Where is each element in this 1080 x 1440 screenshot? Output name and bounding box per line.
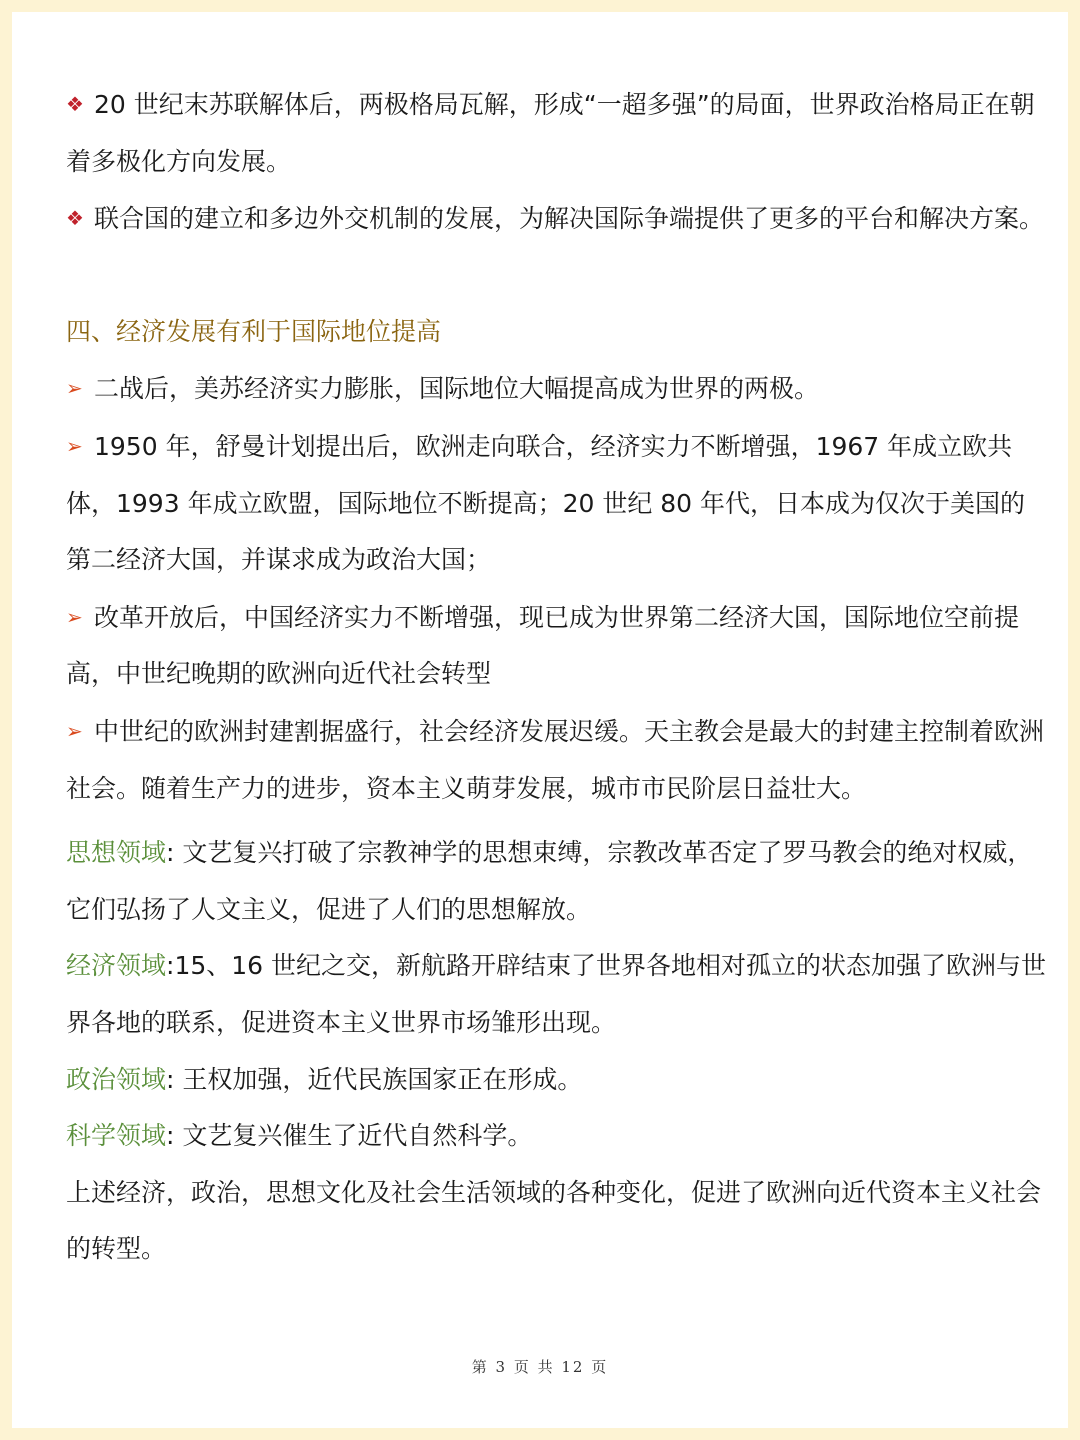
bullet-paragraph (66, 703, 1046, 817)
arrow-bullet-icon: ➢ (66, 718, 83, 743)
arrow-bullet-icon: ➢ (66, 376, 83, 401)
diamond-bullet-icon: ❖ (66, 206, 84, 231)
domain-paragraph (66, 825, 1046, 938)
domain-text: :15、16 世纪之交，新航路开辟结束了世界各地相对孤立的状态加强了欧洲与世界各地的联系，促进资本主义世界市场雏形出现。 (66, 951, 1047, 1037)
current-page-number: 3 (495, 1358, 508, 1376)
diamond-bullet-icon: ❖ (66, 92, 84, 116)
bullet-paragraph (66, 76, 1046, 190)
spacer (66, 817, 1046, 825)
footer-prefix: 第 (471, 1358, 489, 1376)
bullet-paragraph (66, 360, 1046, 418)
bullet-text: 改革开放后，中国经济实力不断增强，现已成为世界第二经济大国，国际地位空前提高，中世纪晚期的欧洲向近代社会转型 (66, 602, 1020, 689)
bullet-text: 20 世纪末苏联解体后，两极格局瓦解，形成“一超多强”的局面，世界政治格局正在朝着多极化方向发展。 (66, 90, 1035, 176)
domain-label: 科学领域 (66, 1121, 167, 1151)
domain-paragraph (66, 1108, 1046, 1165)
domain-label: 经济领域 (66, 951, 167, 981)
domain-text: : 文艺复兴催生了近代自然科学。 (166, 1121, 533, 1151)
bullet-paragraph (66, 418, 1046, 589)
bullet-text: 1950 年，舒曼计划提出后，欧洲走向联合，经济实力不断增强，1967 年成立欧共体，1993 年成立欧盟，国际地位不断提高；20 世纪 80 年代，日本成为仅次于美国的第二经济大国，并谋求成为政治大国； (66, 431, 1026, 575)
domain-label: 思想领域 (66, 838, 167, 868)
section-heading: 四、经济发展有利于国际地位提高 (66, 316, 442, 346)
domain-text: : 文艺复兴打破了宗教神学的思想束缚，宗教改革否定了罗马教会的绝对权威，它们弘扬了人文主义，促进了人们的思想解放。 (66, 838, 1033, 924)
bullet-text: 二战后，美苏经济实力膨胀，国际地位大幅提高成为世界的两极。 (94, 374, 820, 404)
domain-text: : 王权加强，近代民族国家正在形成。 (166, 1064, 583, 1094)
bullet-paragraph (66, 190, 1046, 248)
arrow-bullet-icon: ➢ (66, 604, 83, 629)
document-body (66, 76, 1046, 1278)
footer-suffix: 页 (591, 1358, 609, 1376)
arrow-bullet-icon: ➢ (66, 433, 83, 458)
total-page-count: 12 (561, 1358, 585, 1376)
bullet-text: 中世纪的欧洲封建割据盛行，社会经济发展迟缓。天主教会是最大的封建主控制着欧洲社会。随着生产力的进步，资本主义萌芽发展，城市市民阶层日益壮大。 (66, 716, 1045, 803)
bullet-text: 联合国的建立和多边外交机制的发展，为解决国际争端提供了更多的平台和解决方案。 (94, 204, 1045, 234)
document-page (12, 12, 1068, 1428)
conclusion-paragraph: 上述经济，政治，思想文化及社会生活领域的各种变化，促进了欧洲向近代资本主义社会的转型。 (66, 1177, 1042, 1264)
domain-paragraph (66, 938, 1046, 1051)
page-number-footer (12, 1356, 1068, 1377)
domain-label: 政治领域 (66, 1064, 167, 1094)
spacer (66, 248, 1046, 304)
domain-paragraph (66, 1052, 1046, 1109)
footer-middle: 页 共 (513, 1358, 555, 1376)
bullet-paragraph (66, 589, 1046, 703)
